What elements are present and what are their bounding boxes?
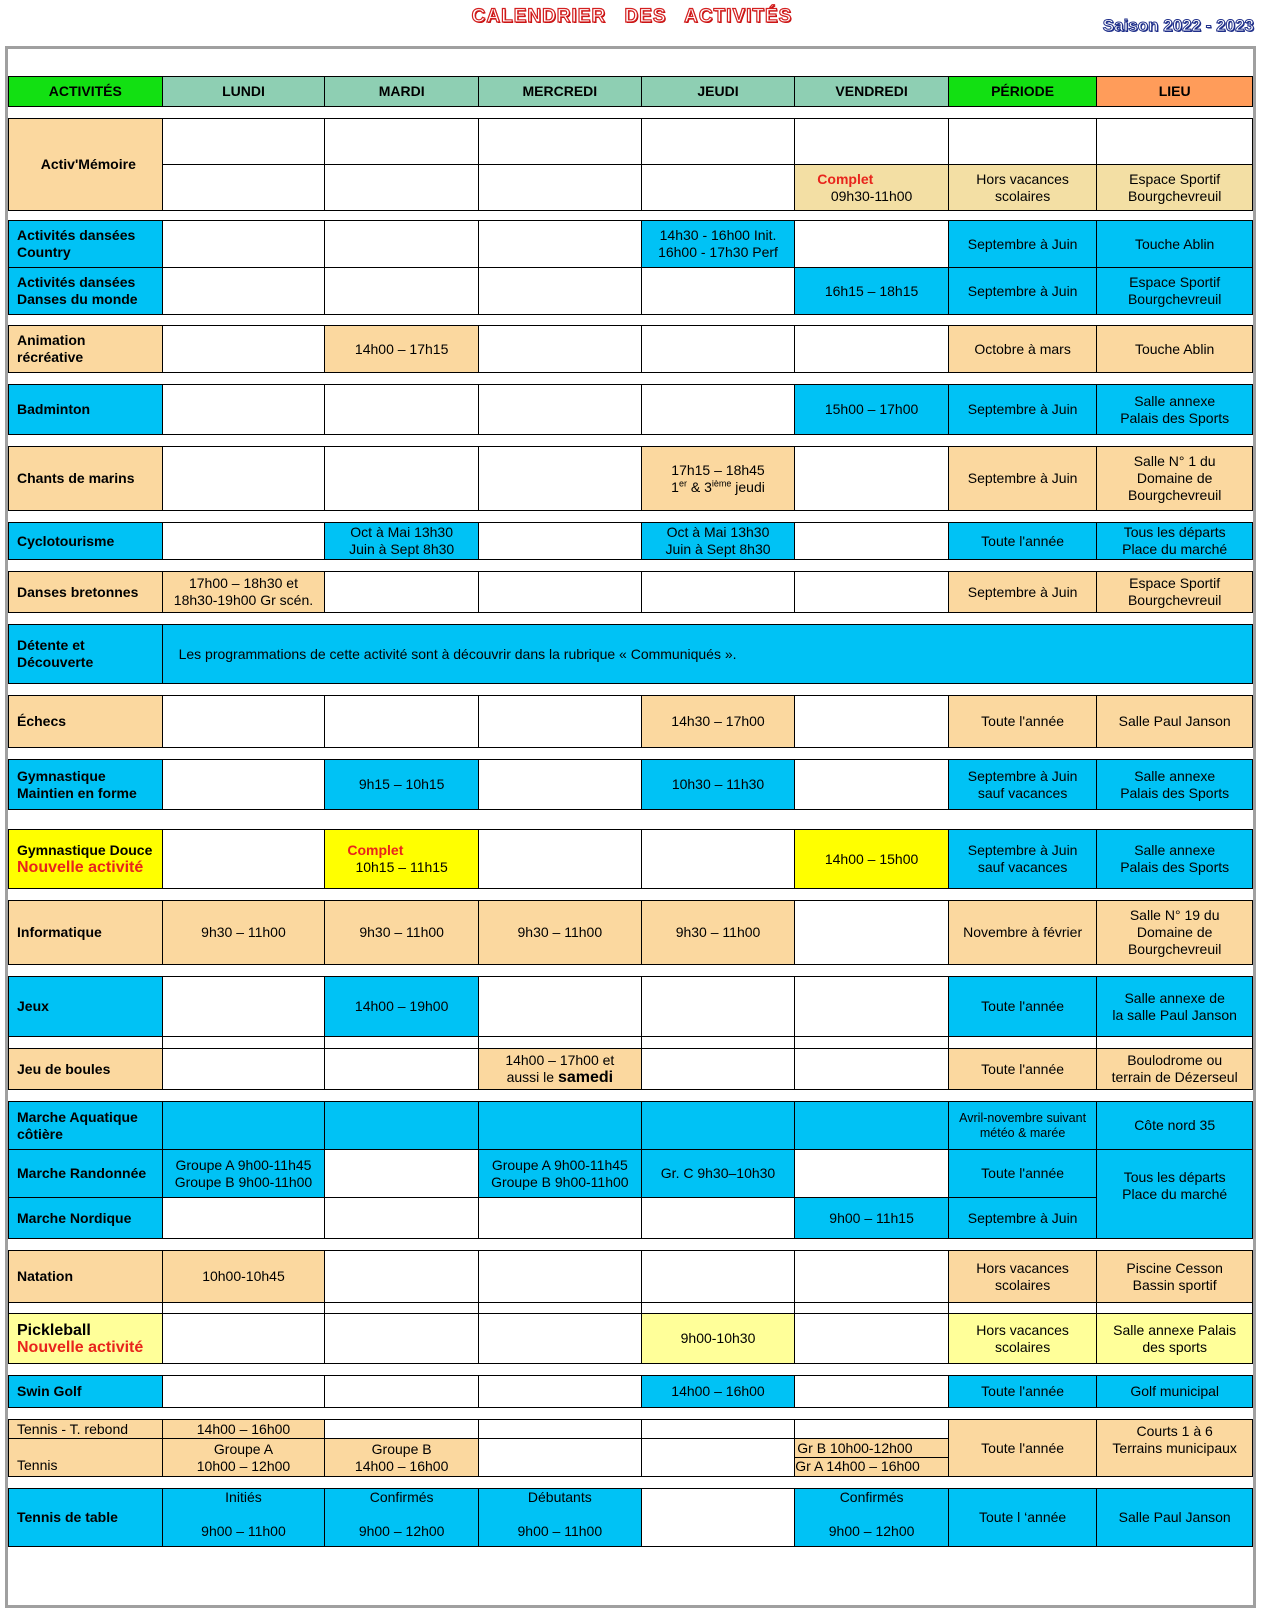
cell-lundi: 10h00-10h45 xyxy=(162,1251,325,1303)
cell-mardi: 14h00 – 17h15 xyxy=(325,326,479,373)
cell-lundi: 14h00 – 16h00 xyxy=(162,1420,325,1439)
cell-periode: Avril-novembre suivant météo & marée xyxy=(948,1102,1096,1150)
cell-periode: Hors vacances scolaires xyxy=(948,1251,1096,1303)
cell-lieu: Salle Paul Janson xyxy=(1097,696,1253,748)
row-tennis-rebond xyxy=(9,1420,1253,1439)
cell-periode: Hors vacances scolaires xyxy=(948,165,1096,211)
cell-periode: Hors vacances scolaires xyxy=(948,1314,1096,1364)
activity-name: Animation récréative xyxy=(9,326,163,373)
row-cyclotourisme xyxy=(9,523,1253,560)
activity-name: Tennis - T. rebond xyxy=(9,1420,163,1439)
row-pickleball xyxy=(9,1314,1253,1364)
cell-mardi: 14h00 – 19h00 xyxy=(325,977,479,1037)
activity-name: Swin Golf xyxy=(9,1376,163,1408)
cell-periode: Toute l ‘année xyxy=(948,1489,1096,1547)
cell-lieu: Côte nord 35 xyxy=(1097,1102,1253,1150)
row-animation xyxy=(9,326,1253,373)
cell-vendredi: 16h15 – 18h15 xyxy=(795,268,949,315)
cell-periode: Septembre à Juin xyxy=(948,221,1096,268)
cell-periode: Octobre à mars xyxy=(948,326,1096,373)
row-marche-randonnee xyxy=(9,1150,1253,1198)
cell-periode: Septembre à Juin xyxy=(948,268,1096,315)
header-lundi: LUNDI xyxy=(162,77,325,107)
cell-periode: Novembre à février xyxy=(948,901,1096,965)
cell-vendredi: Complet 09h30-11h00 xyxy=(795,165,949,211)
cell-lieu: Courts 1 à 6 Terrains municipaux xyxy=(1097,1420,1253,1477)
row-marche-nordique xyxy=(9,1198,1253,1239)
row-jeu-boules xyxy=(9,1049,1253,1090)
row-danses-monde xyxy=(9,268,1253,315)
row-chants-marins xyxy=(9,447,1253,511)
cell-mardi: 9h30 – 11h00 xyxy=(325,901,479,965)
cell-lundi: 17h00 – 18h30 et 18h30-19h00 Gr scén. xyxy=(162,572,325,613)
activity-name: Activités dansées Danses du monde xyxy=(9,268,163,315)
activity-name: Natation xyxy=(9,1251,163,1303)
activity-name: Échecs xyxy=(9,696,163,748)
cell-lieu: Tous les départs Place du marché xyxy=(1097,1150,1253,1239)
activity-name: Gymnastique Maintien en forme xyxy=(9,760,163,810)
cell-jeudi: 17h15 – 18h45 1er & 3ième jeudi xyxy=(641,447,795,511)
cell-jeudi: Oct à Mai 13h30 Juin à Sept 8h30 xyxy=(641,523,795,560)
cell-periode: Toute l'année xyxy=(948,1150,1096,1198)
cell-vendredi: 9h00 – 11h15 xyxy=(795,1198,949,1239)
cell-lieu: Salle N° 1 du Domaine de Bourgchevreuil xyxy=(1097,447,1253,511)
cell-periode: Toute l'année xyxy=(948,1376,1096,1408)
cell-jeudi: 14h00 – 16h00 xyxy=(641,1376,795,1408)
row-jeux xyxy=(9,977,1253,1037)
activity-name: Gymnastique Douce Nouvelle activité xyxy=(9,830,163,889)
row-marche-aquatique xyxy=(9,1102,1253,1150)
header-jeudi: JEUDI xyxy=(641,77,795,107)
detente-note: Les programmations de cette activité sont à découvrir dans la rubrique « Communiqués ». xyxy=(162,625,1252,684)
cell-lieu: Salle annexe Palais des sports xyxy=(1097,1314,1253,1364)
cell-lieu: Salle annexe Palais des Sports xyxy=(1097,760,1253,810)
cell-periode: Septembre à Juin xyxy=(948,385,1096,435)
cell-periode: Toute l'année xyxy=(948,523,1096,560)
cell-periode: Septembre à Juin xyxy=(948,1198,1096,1239)
activity-name: Marche Nordique xyxy=(9,1198,163,1239)
cell-mardi: Complet 10h15 – 11h15 xyxy=(325,830,479,889)
page-title: CALENDRIER DES ACTIVITÉS xyxy=(471,6,793,27)
cell-periode: Toute l'année xyxy=(948,1420,1096,1477)
cell-lieu: Salle annexe Palais des Sports xyxy=(1097,385,1253,435)
header-mardi: MARDI xyxy=(325,77,479,107)
row-gym-maintien xyxy=(9,760,1253,810)
cell-lundi: Initiés 9h00 – 11h00 xyxy=(162,1489,325,1547)
cell-periode: Septembre à Juin sauf vacances xyxy=(948,830,1096,889)
activity-name: Détente et Découverte xyxy=(9,625,163,684)
cell-lieu: Salle annexe Palais des Sports xyxy=(1097,830,1253,889)
cell-lieu: Golf municipal xyxy=(1097,1376,1253,1408)
cell-lieu: Salle N° 19 du Domaine de Bourgchevreuil xyxy=(1097,901,1253,965)
cell-lieu: Espace Sportif Bourgchevreuil xyxy=(1097,572,1253,613)
activity-name: Cyclotourisme xyxy=(9,523,163,560)
complet-label: Complet xyxy=(817,170,874,187)
cell-periode: Septembre à Juin sauf vacances xyxy=(948,760,1096,810)
cell-vendredi: 14h00 – 15h00 xyxy=(795,830,949,889)
cell-lundi: Groupe A 9h00-11h45 Groupe B 9h00-11h00 xyxy=(162,1150,325,1198)
activity-name: Jeu de boules xyxy=(9,1049,163,1090)
cell-periode: Septembre à Juin xyxy=(948,447,1096,511)
cell-vendredi: Confirmés 9h00 – 12h00 xyxy=(795,1489,949,1547)
cell-lieu: Salle annexe de la salle Paul Janson xyxy=(1097,977,1253,1037)
cell-lieu: Tous les départs Place du marché xyxy=(1097,523,1253,560)
header-vendredi: VENDREDI xyxy=(795,77,949,107)
cell-jeudi: Gr. C 9h30–10h30 xyxy=(641,1150,795,1198)
activity-name: Marche Randonnée xyxy=(9,1150,163,1198)
cell-periode: Toute l'année xyxy=(948,696,1096,748)
row-badminton xyxy=(9,385,1253,435)
activity-name: Activités dansées Country xyxy=(9,221,163,268)
cell-lieu: Piscine Cesson Bassin sportif xyxy=(1097,1251,1253,1303)
cell-jeudi: 9h30 – 11h00 xyxy=(641,901,795,965)
activity-name: Tennis xyxy=(9,1439,163,1477)
header-mercredi: MERCREDI xyxy=(478,77,641,107)
header-periode: PÉRIODE xyxy=(948,77,1096,107)
cell-jeudi: 10h30 – 11h30 xyxy=(641,760,795,810)
cell-jeudi: 9h00-10h30 xyxy=(641,1314,795,1364)
nouvelle-activite-label: Nouvelle activité xyxy=(17,859,144,876)
activity-name: Tennis de table xyxy=(9,1489,163,1547)
cell-lieu: Boulodrome ou terrain de Dézerseul xyxy=(1097,1049,1253,1090)
activity-name: Informatique xyxy=(9,901,163,965)
row-tennis-table xyxy=(9,1489,1253,1547)
header-lieu: LIEU xyxy=(1097,77,1253,107)
cell-mercredi: 9h30 – 11h00 xyxy=(478,901,641,965)
cell-mardi: Confirmés 9h00 – 12h00 xyxy=(325,1489,479,1547)
cell-lieu: Salle Paul Janson xyxy=(1097,1489,1253,1547)
cell-jeudi: 14h30 - 16h00 Init. 16h00 - 17h30 Perf xyxy=(641,221,795,268)
row-swin-golf xyxy=(9,1376,1253,1408)
row-natation xyxy=(9,1251,1253,1303)
cell-lieu: Touche Ablin xyxy=(1097,326,1253,373)
header-row xyxy=(9,77,1253,107)
row-gym-douce xyxy=(9,830,1253,889)
cell-mercredi: Débutants 9h00 – 11h00 xyxy=(478,1489,641,1547)
activity-name: Activ'Mémoire xyxy=(9,119,163,211)
activity-name: Pickleball Nouvelle activité xyxy=(9,1314,163,1364)
activity-calendar-table xyxy=(8,76,1253,1547)
cell-periode: Toute l'année xyxy=(948,977,1096,1037)
activity-name: Marche Aquatique côtière xyxy=(9,1102,163,1150)
cell-mardi: 9h15 – 10h15 xyxy=(325,760,479,810)
cell-vendredi: 15h00 – 17h00 xyxy=(795,385,949,435)
cell-periode: Septembre à Juin xyxy=(948,572,1096,613)
activity-name: Chants de marins xyxy=(9,447,163,511)
cell-lieu: Espace Sportif Bourgchevreuil xyxy=(1097,165,1253,211)
cell-periode: Toute l'année xyxy=(948,1049,1096,1090)
cell-vendredi: Gr B 10h00-12h00 Gr A 14h00 – 16h00 xyxy=(795,1439,949,1477)
activity-name: Badminton xyxy=(9,385,163,435)
row-detente xyxy=(9,625,1253,684)
cell-lieu: Espace Sportif Bourgchevreuil xyxy=(1097,268,1253,315)
row-danses-bretonnes xyxy=(9,572,1253,613)
row-informatique xyxy=(9,901,1253,965)
cell-lundi: 9h30 – 11h00 xyxy=(162,901,325,965)
cell-mardi: Oct à Mai 13h30 Juin à Sept 8h30 xyxy=(325,523,479,560)
activity-name: Danses bretonnes xyxy=(9,572,163,613)
header-activites: ACTIVITÉS xyxy=(9,77,163,107)
cell-jeudi: 14h30 – 17h00 xyxy=(641,696,795,748)
cell-mercredi: Groupe A 9h00-11h45 Groupe B 9h00-11h00 xyxy=(478,1150,641,1198)
cell-mardi: Groupe B 14h00 – 16h00 xyxy=(325,1439,479,1477)
cell-lundi: Groupe A 10h00 – 12h00 xyxy=(162,1439,325,1477)
row-activ-memoire xyxy=(9,119,1253,165)
activity-name: Jeux xyxy=(9,977,163,1037)
season-label: Saison 2022 - 2023 xyxy=(1102,16,1254,35)
row-danses-country xyxy=(9,221,1253,268)
row-echecs xyxy=(9,696,1253,748)
cell-lieu: Touche Ablin xyxy=(1097,221,1253,268)
cell-mercredi: 14h00 – 17h00 et aussi le samedi xyxy=(478,1049,641,1090)
